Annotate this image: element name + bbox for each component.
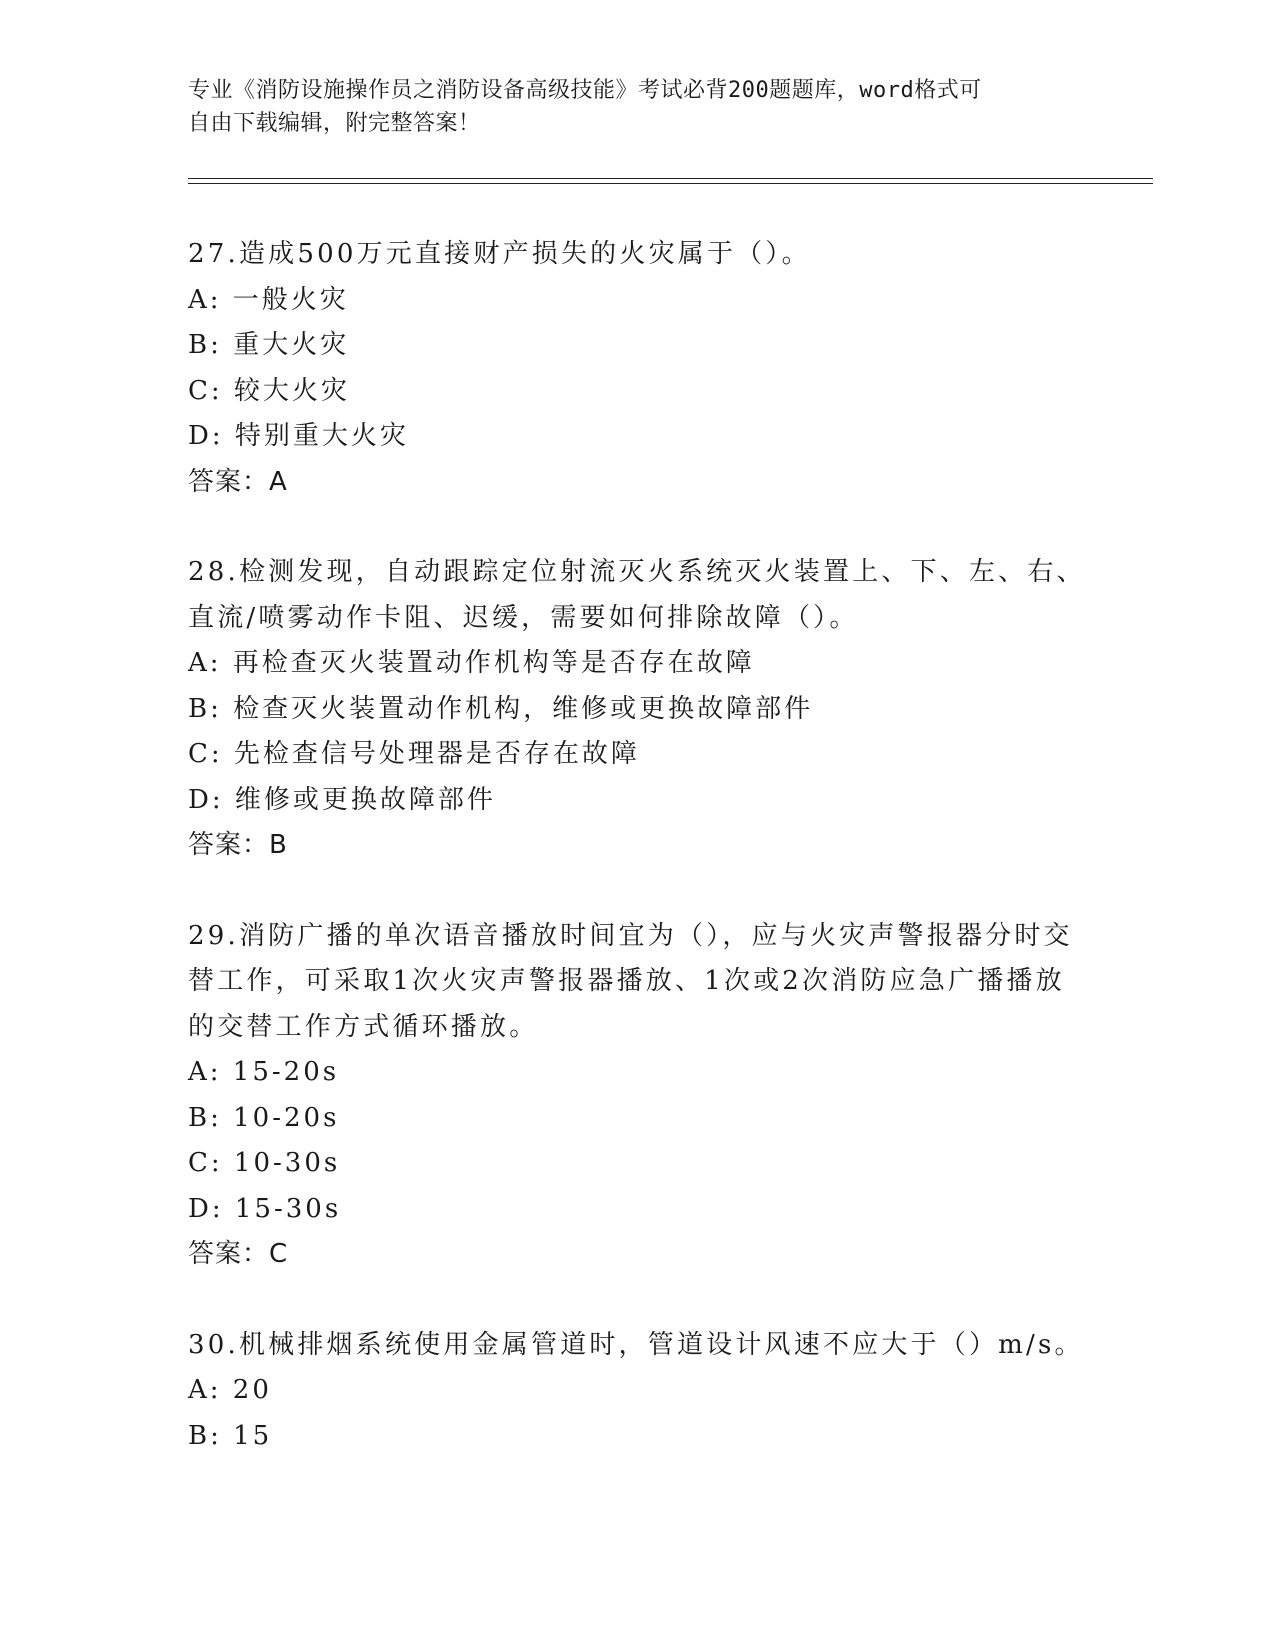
answer-option: D: 特别重大火灾 — [188, 421, 409, 451]
question-block — [188, 1323, 1088, 1460]
question-list — [188, 232, 1088, 1459]
answer-option: B: 10-20s — [188, 1102, 340, 1133]
answer-key: 答案：A — [188, 466, 288, 497]
header-line-1: 专业《消防设施操作员之消防设备高级技能》考试必背200题题库，word格式可 — [188, 78, 982, 103]
document-header — [188, 74, 1068, 140]
answer-option: C: 先检查信号处理器是否存在故障 — [188, 739, 640, 769]
question-stem-line: 的交替工作方式循环播放。 — [188, 1011, 539, 1042]
answer-option: B: 重大火灾 — [188, 330, 350, 360]
question-stem — [188, 232, 1088, 278]
answer-option: C: 较大火灾 — [188, 375, 350, 406]
answer-key: 答案：B — [188, 830, 288, 860]
header-divider-bottom — [188, 183, 1153, 184]
answer-option: A: 15-20s — [188, 1057, 340, 1087]
question-stem-line: 27.造成500万元直接财产损失的火灾属于（）。 — [188, 239, 811, 269]
question-block — [188, 550, 1088, 914]
answer-option: C: 10-30s — [188, 1148, 341, 1178]
answer-option: B: 15 — [188, 1420, 273, 1451]
question-stem-line: 直流/喷雾动作卡阻、迟缓，需要如何排除故障（）。 — [188, 602, 859, 633]
answer-option: B: 检查灭火装置动作机构，维修或更换故障部件 — [188, 693, 814, 724]
answer-option: A: 再检查灭火装置动作机构等是否存在故障 — [188, 648, 755, 678]
answer-key: 答案：C — [188, 1239, 289, 1269]
question-spacer — [188, 869, 1088, 914]
answer-option: A: 一般火灾 — [188, 284, 349, 315]
question-stem — [188, 550, 1088, 641]
question-spacer — [188, 1278, 1088, 1323]
question-stem-line: 30.机械排烟系统使用金属管道时，管道设计风速不应大于（）m/s。 — [188, 1329, 1084, 1360]
question-stem-line: 替工作，可采取1次火灾声警报器播放、1次或2次消防应急广播播放 — [188, 966, 1065, 996]
question-stem — [188, 914, 1088, 1051]
question-stem-line: 29.消防广播的单次语音播放时间宜为（），应与火灾声警报器分时交 — [188, 920, 1073, 951]
answer-option: D: 15-30s — [188, 1193, 342, 1224]
answer-option: D: 维修或更换故障部件 — [188, 784, 496, 815]
question-stem — [188, 1323, 1088, 1369]
header-line-2: 自由下载编辑，附完整答案！ — [188, 111, 481, 136]
answer-option: A: 20 — [188, 1375, 272, 1405]
question-spacer — [188, 505, 1088, 550]
question-stem-line: 28.检测发现，自动跟踪定位射流灭火系统灭火装置上、下、左、右、 — [188, 557, 1086, 587]
header-divider-top — [188, 178, 1153, 179]
question-block — [188, 914, 1088, 1323]
question-block — [188, 232, 1088, 550]
